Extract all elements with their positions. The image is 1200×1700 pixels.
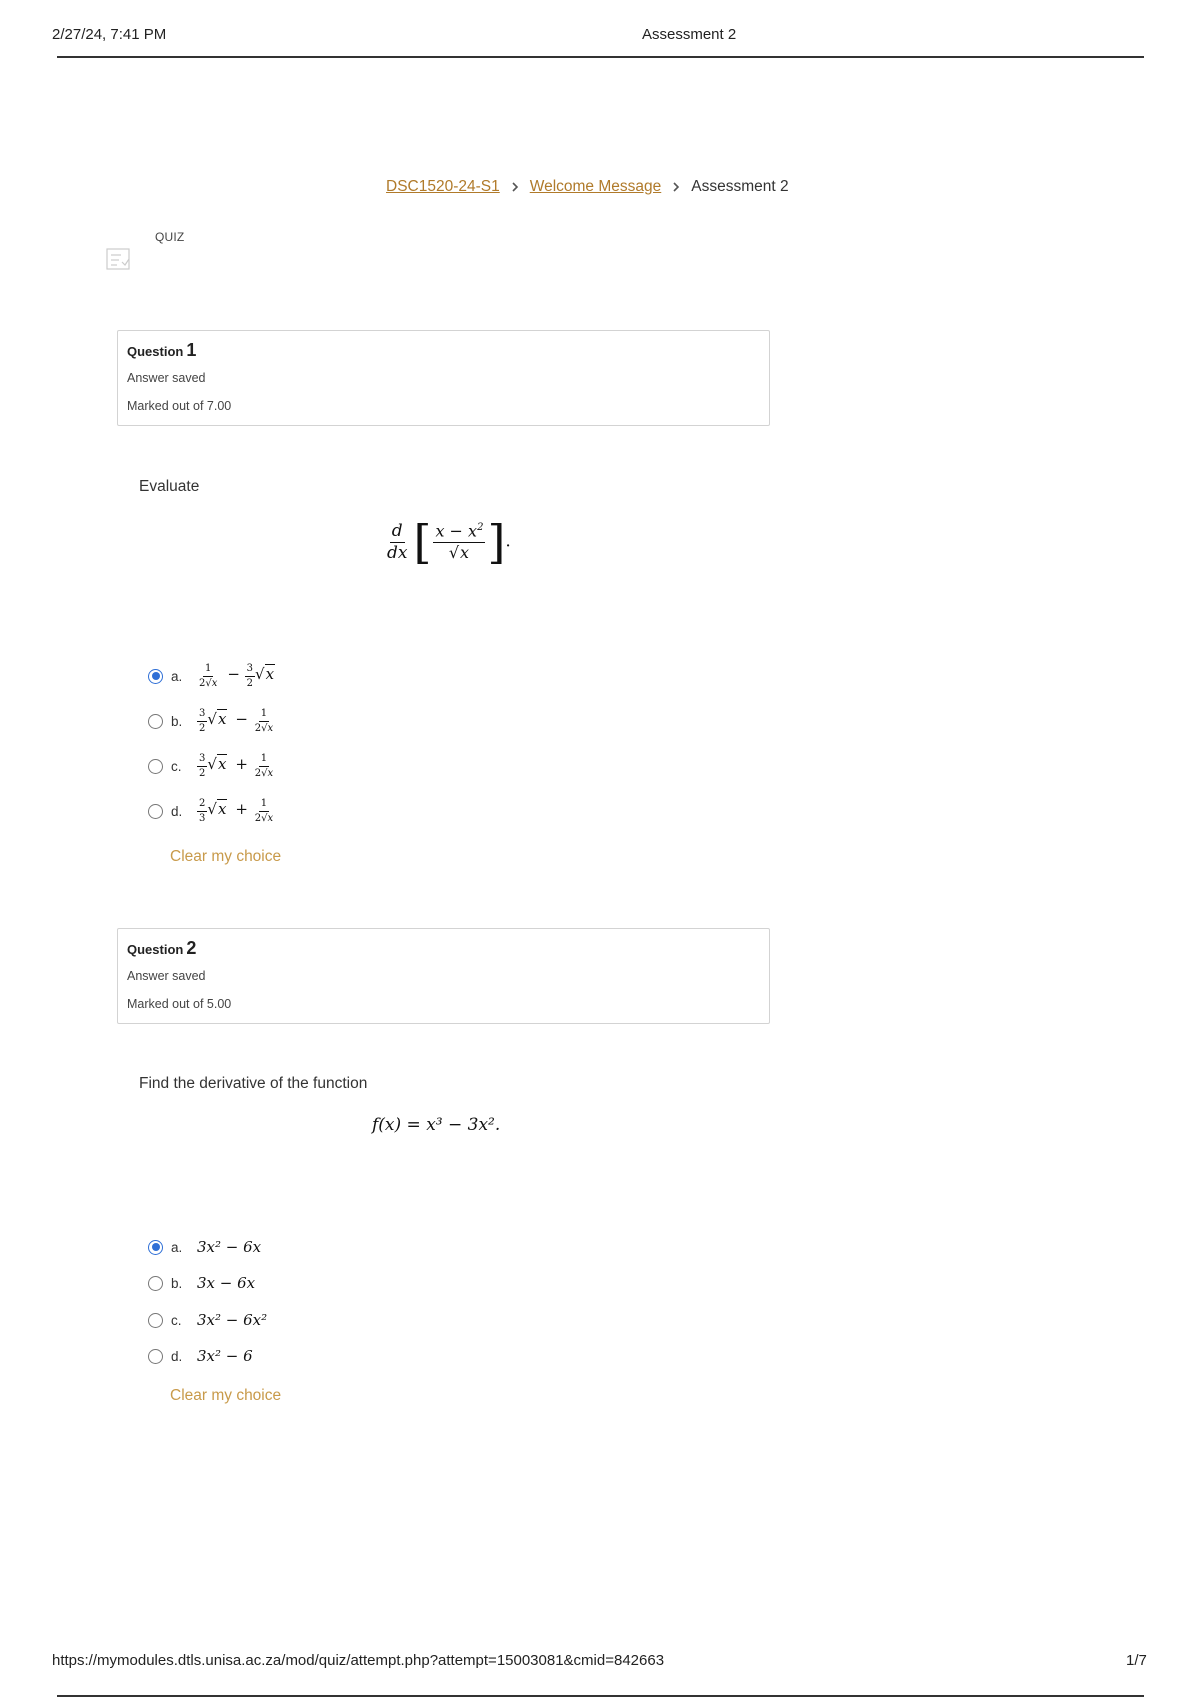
print-footer-url: https://mymodules.dtls.unisa.ac.za/mod/quiz/attempt.php?attempt=15003081&cmid=842663 [52,1652,665,1669]
option-letter: a. [171,1239,183,1255]
option-a-math: $\frac{1}{2√x}$ − $\frac{3}{2}$ √x [199,662,275,689]
option-letter: a. [171,668,183,684]
print-date-time: 2/27/24, 7:41 PM [52,26,167,43]
question-2-option-a[interactable] [148,1233,261,1261]
breadcrumb-current: Assessment 2 [691,178,789,195]
question-2-title [127,938,196,959]
chevron-right-icon [670,181,682,193]
option-letter: d. [171,1348,183,1364]
option-letter: d. [171,803,183,819]
question-1-text: Evaluate [139,478,200,495]
question-1-title [127,340,196,361]
question-2-info [117,928,770,1024]
breadcrumb-course-link[interactable]: DSC1520-24-S1 [386,178,500,195]
question-1-option-b[interactable] [148,707,275,735]
chevron-right-icon [509,181,521,193]
radio-button[interactable] [148,804,163,819]
option-letter: b. [171,713,183,729]
option-d-math: $\frac{2}{3}$ √x + $\frac{1}{2√x}$ [199,797,274,824]
question-1-state: Answer saved [127,371,206,385]
question-1-option-a[interactable] [148,662,275,690]
option-d-math: 3x² − 6 [197,1347,253,1365]
question-2-state: Answer saved [127,969,206,983]
radio-button[interactable] [148,1313,163,1328]
radio-button[interactable] [148,759,163,774]
question-1-info [117,330,770,426]
option-a-math: 3x² − 6x [197,1238,262,1256]
question-2-text: Find the derivative of the function [139,1075,368,1092]
radio-button-selected[interactable] [148,1240,163,1255]
header-divider [57,56,1144,58]
radio-button-selected[interactable] [148,669,163,684]
clear-choice-link[interactable]: Clear my choice [170,848,282,865]
breadcrumb [386,178,789,196]
radio-button[interactable] [148,1276,163,1291]
question-1-formula: $\frac{d}{dx}$ [ $\frac{x - x^2}{√x}$ ]. [387,515,511,569]
activity-type-label: QUIZ [155,230,185,244]
print-page-number: 1/7 [1126,1652,1147,1669]
question-number: 1 [186,340,197,360]
option-c-math: 3x² − 6x² [197,1311,268,1329]
option-c-math: $\frac{3}{2}$ √x + $\frac{1}{2√x}$ [199,752,274,779]
option-letter: c. [171,1312,182,1328]
option-b-math: 3x − 6x [197,1274,256,1292]
question-2-option-b[interactable] [148,1269,255,1297]
question-2-option-d[interactable] [148,1342,253,1370]
question-1-option-d[interactable] [148,797,275,825]
question-label: Question [127,942,184,957]
question-2-formula: f(x) = x³ − 3x². [372,1115,501,1135]
question-1-mark: Marked out of 7.00 [127,399,232,413]
radio-button[interactable] [148,1349,163,1364]
option-letter: b. [171,1275,183,1291]
clear-choice-link[interactable]: Clear my choice [170,1387,282,1404]
question-1-option-c[interactable] [148,752,275,780]
radio-button[interactable] [148,714,163,729]
print-page-title: Assessment 2 [642,26,737,43]
question-2-mark: Marked out of 5.00 [127,997,232,1011]
question-2-option-c[interactable] [148,1306,267,1334]
option-b-math: $\frac{3}{2}$ √x − $\frac{1}{2√x}$ [199,707,274,734]
question-label: Question [127,344,184,359]
question-number: 2 [186,938,197,958]
breadcrumb-section-link[interactable]: Welcome Message [529,178,662,195]
option-letter: c. [171,758,182,774]
footer-divider [57,1695,1144,1697]
quiz-icon [106,248,130,270]
